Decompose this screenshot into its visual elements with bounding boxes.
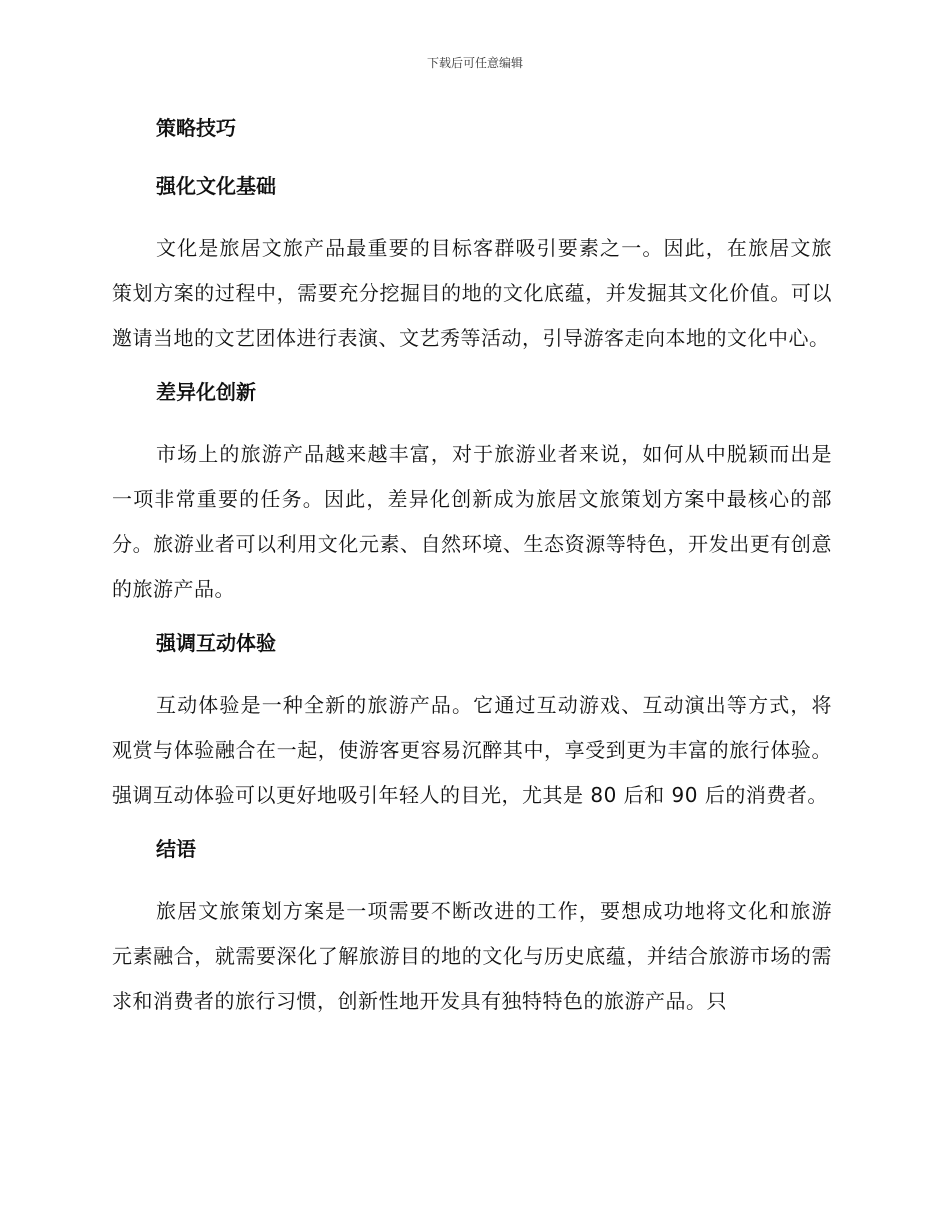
heading-strengthen-culture: 强化文化基础 bbox=[156, 174, 276, 198]
header-note: 下载后可任意编辑 bbox=[426, 56, 523, 70]
paragraph-interactive-experience: 互动体验是一种全新的旅游产品。它通过互动游戏、互动演出等方式，将观赏与体验融合在一起，使游客更容易沉醉其中，享受到更为丰富的旅行体验。强调互动体验可以更好地吸引年轻人的目光，尤其是 80 后和 90 后的消费者。 bbox=[112, 693, 832, 807]
paragraph-differentiation: 市场上的旅游产品越来越丰富，对于旅游业者来说，如何从中脱颖而出是一项非常重要的任务。因此，差异化创新成为旅居文旅策划方案中最核心的部分。旅游业者可以利用文化元素、自然环境、生态资源等特色，开发出更有创意的旅游产品。 bbox=[112, 442, 832, 601]
paragraph-conclusion: 旅居文旅策划方案是一项需要不断改进的工作，要想成功地将文化和旅游元素融合，就需要深化了解旅游目的地的文化与历史底蕴，并结合旅游市场的需求和消费者的旅行习惯，创新性地开发具有独特特色的旅游产品。只 bbox=[112, 899, 832, 1013]
heading-strategy-tips: 策略技巧 bbox=[156, 116, 236, 140]
heading-differentiation: 差异化创新 bbox=[156, 380, 256, 404]
document-body bbox=[112, 110, 832, 1037]
heading-interactive-experience: 强调互动体验 bbox=[156, 631, 276, 655]
heading-conclusion: 结语 bbox=[156, 837, 196, 861]
paragraph-strengthen-culture: 文化是旅居文旅产品最重要的目标客群吸引要素之一。因此，在旅居文旅策划方案的过程中，需要充分挖掘目的地的文化底蕴，并发掘其文化价值。可以邀请当地的文艺团体进行表演、文艺秀等活动，引导游客走向本地的文化中心。 bbox=[112, 236, 832, 350]
